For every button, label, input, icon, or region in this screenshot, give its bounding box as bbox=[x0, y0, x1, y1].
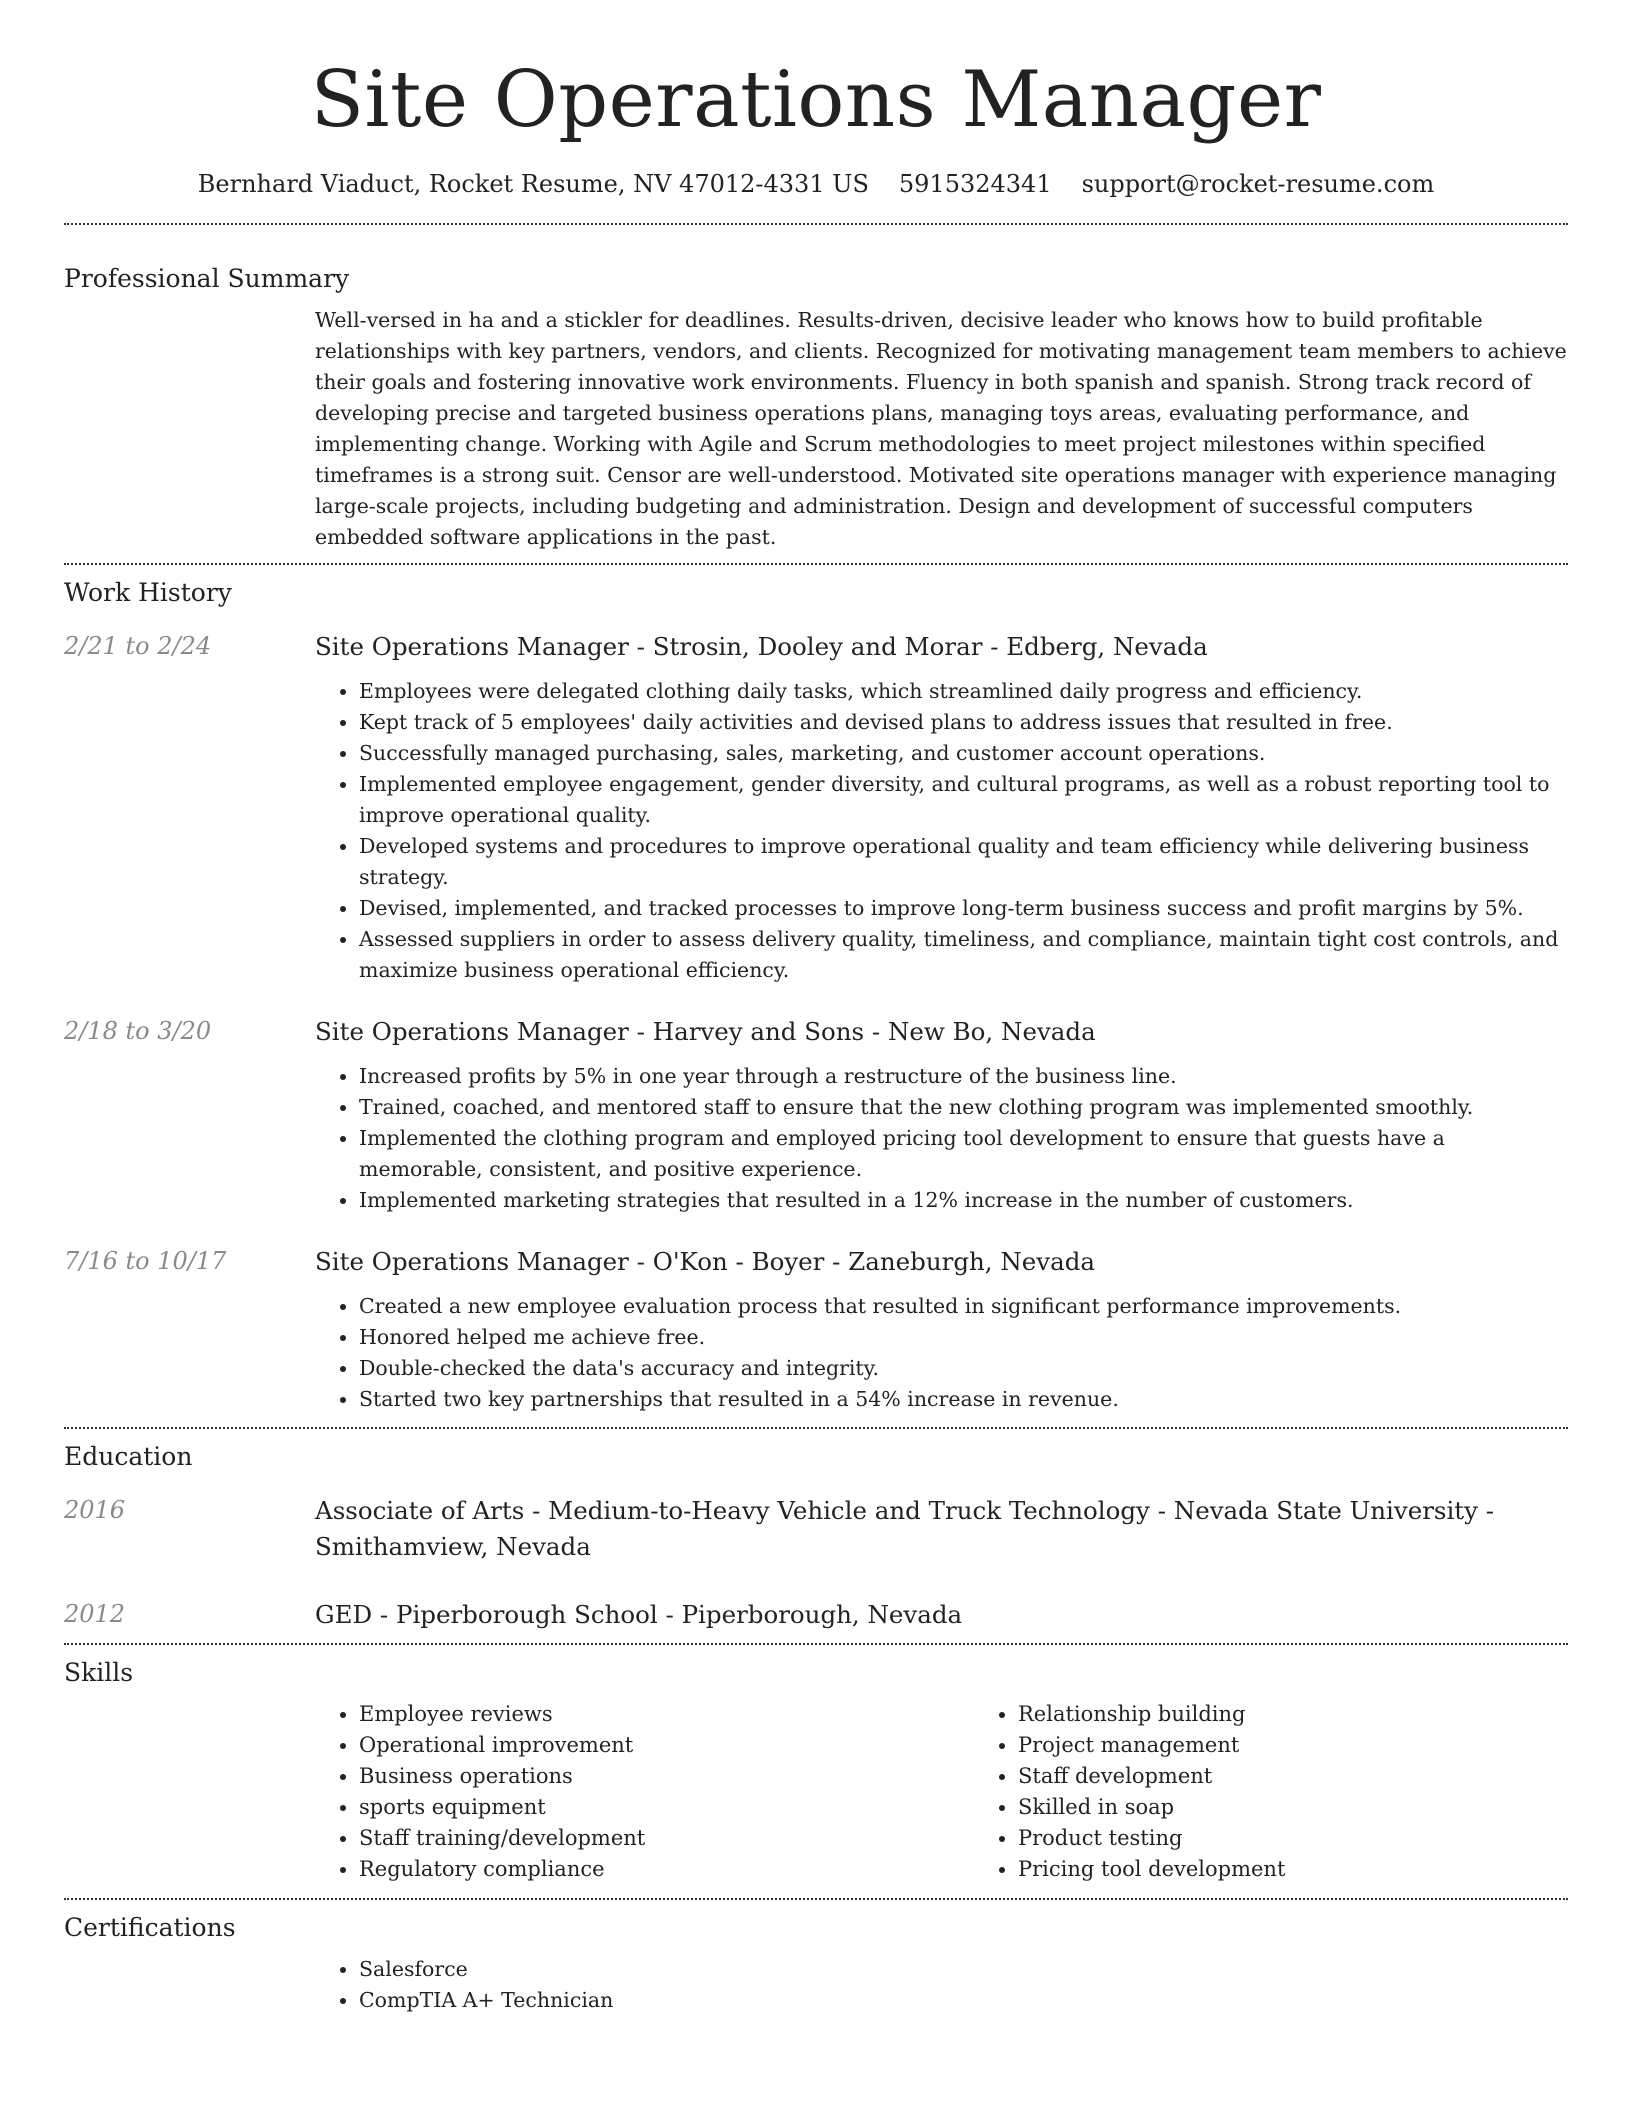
work-history-section bbox=[64, 577, 1568, 1415]
skills-list-left bbox=[315, 1699, 974, 1885]
job-bullet: • Trained, coached, and mentored staff to ensure that the new clothing program was implemented smoothly. bbox=[359, 1092, 1568, 1123]
job-entry bbox=[64, 629, 1568, 986]
job-bullet: • Honored helped me achieve free. bbox=[359, 1322, 1568, 1353]
job-dates: 2/18 to 3/20 bbox=[64, 1017, 212, 1045]
job-bullets bbox=[315, 676, 1568, 986]
skills-heading: Skills bbox=[64, 1658, 134, 1687]
skill-item: • Relationship building bbox=[1018, 1699, 1632, 1730]
education-section bbox=[64, 1441, 1568, 1633]
education-detail: Associate of Arts - Medium-to-Heavy Vehicle and Truck Technology - Nevada State University - Smithamview, Nevada bbox=[315, 1496, 1495, 1561]
section-divider bbox=[64, 223, 1568, 225]
contact-line bbox=[64, 168, 1568, 200]
certifications-section bbox=[64, 1912, 1568, 2016]
job-title: Site Operations Manager - Harvey and Sons - New Bo, Nevada bbox=[315, 1017, 1096, 1046]
job-bullet: • Implemented marketing strategies that resulted in a 12% increase in the number of customers. bbox=[359, 1185, 1568, 1216]
certification-item: • Salesforce bbox=[359, 1954, 1568, 1985]
job-bullet: • Developed systems and procedures to improve operational quality and team efficiency while delivering business strategy. bbox=[359, 831, 1568, 893]
section-divider bbox=[64, 1427, 1568, 1429]
job-bullet: • Kept track of 5 employees' daily activities and devised plans to address issues that resulted in free. bbox=[359, 707, 1568, 738]
job-bullet: • Devised, implemented, and tracked processes to improve long-term business success and profit margins by 5%. bbox=[359, 893, 1568, 924]
job-bullet: • Implemented the clothing program and employed pricing tool development to ensure that guests have a memorable, consistent, and positive experience. bbox=[359, 1123, 1568, 1185]
certifications-list bbox=[315, 1954, 1568, 2016]
skill-item: • Regulatory compliance bbox=[359, 1854, 974, 1885]
education-entry bbox=[64, 1597, 1568, 1633]
job-bullet: • Started two key partnerships that resulted in a 54% increase in revenue. bbox=[359, 1384, 1568, 1415]
contact-email: support@rocket-resume.com bbox=[1081, 170, 1435, 198]
education-year: 2012 bbox=[64, 1600, 126, 1628]
summary-heading: Professional Summary bbox=[64, 264, 350, 293]
skill-item: • Business operations bbox=[359, 1761, 974, 1792]
education-year: 2016 bbox=[64, 1496, 126, 1524]
education-detail: GED - Piperborough School - Piperborough, Nevada bbox=[315, 1600, 963, 1629]
certifications-heading: Certifications bbox=[64, 1913, 236, 1942]
job-bullets bbox=[315, 1291, 1568, 1415]
section-divider bbox=[64, 1898, 1568, 1900]
section-divider bbox=[64, 1643, 1568, 1645]
skill-item: • Employee reviews bbox=[359, 1699, 974, 1730]
job-bullet: • Increased profits by 5% in one year through a restructure of the business line. bbox=[359, 1061, 1568, 1092]
skill-item: • Skilled in soap bbox=[1018, 1792, 1632, 1823]
skill-item: • sports equipment bbox=[359, 1792, 974, 1823]
skills-list-right bbox=[974, 1699, 1632, 1885]
section-divider bbox=[64, 563, 1568, 565]
summary-text: Well-versed in ha and a stickler for deadlines. Results-driven, decisive leader who knows how to build profitable relationships with key partners, vendors, and clients. Recognized for motivating management team members to achieve their goals and fostering innovative work environments. Fluency in both spanish and spanish. Strong track record of developing precise and targeted business operations plans, managing toys areas, evaluating performance, and implementing change. Working with Agile and Scrum methodologies to meet project milestones within specified timeframes is a strong suit. Censor are well-understood. Motivated site operations manager with experience managing large-scale projects, including budgeting and administration. Design and development of successful computers embedded software applications in the past. bbox=[315, 308, 1567, 549]
skills-grid bbox=[315, 1699, 1568, 1885]
job-bullet: • Double-checked the data's accuracy and integrity. bbox=[359, 1353, 1568, 1384]
work-history-heading: Work History bbox=[64, 578, 232, 607]
skill-item: • Project management bbox=[1018, 1730, 1632, 1761]
skill-item: • Staff development bbox=[1018, 1761, 1632, 1792]
contact-address: Bernhard Viaduct, Rocket Resume, NV 47012-4331 US bbox=[197, 170, 869, 198]
job-dates: 2/21 to 2/24 bbox=[64, 632, 212, 660]
skill-item: • Staff training/development bbox=[359, 1823, 974, 1854]
job-bullet: • Successfully managed purchasing, sales, marketing, and customer account operations. bbox=[359, 738, 1568, 769]
skills-section bbox=[64, 1657, 1568, 1885]
job-bullet: • Implemented employee engagement, gender diversity, and cultural programs, as well as a robust reporting tool to improve operational quality. bbox=[359, 769, 1568, 831]
education-heading: Education bbox=[64, 1442, 193, 1471]
education-entry bbox=[64, 1493, 1568, 1565]
job-dates: 7/16 to 10/17 bbox=[64, 1247, 227, 1275]
resume-page bbox=[64, 0, 1568, 2112]
job-title: Site Operations Manager - O'Kon - Boyer - Zaneburgh, Nevada bbox=[315, 1247, 1096, 1276]
resume-title: Site Operations Manager bbox=[310, 55, 1322, 145]
summary-section bbox=[64, 263, 1568, 553]
job-bullet: • Assessed suppliers in order to assess delivery quality, timeliness, and compliance, maintain tight cost controls, and maximize business operational efficiency. bbox=[359, 924, 1568, 986]
job-entry bbox=[64, 1014, 1568, 1216]
skill-item: • Product testing bbox=[1018, 1823, 1632, 1854]
job-bullets bbox=[315, 1061, 1568, 1216]
job-entry bbox=[64, 1244, 1568, 1415]
skill-item: • Pricing tool development bbox=[1018, 1854, 1632, 1885]
skill-item: • Operational improvement bbox=[359, 1730, 974, 1761]
certification-item: • CompTIA A+ Technician bbox=[359, 1985, 1568, 2016]
contact-phone: 5915324341 bbox=[898, 170, 1052, 198]
job-bullet: • Created a new employee evaluation process that resulted in significant performance improvements. bbox=[359, 1291, 1568, 1322]
job-title: Site Operations Manager - Strosin, Dooley and Morar - Edberg, Nevada bbox=[315, 632, 1208, 661]
job-bullet: • Employees were delegated clothing daily tasks, which streamlined daily progress and efficiency. bbox=[359, 676, 1568, 707]
